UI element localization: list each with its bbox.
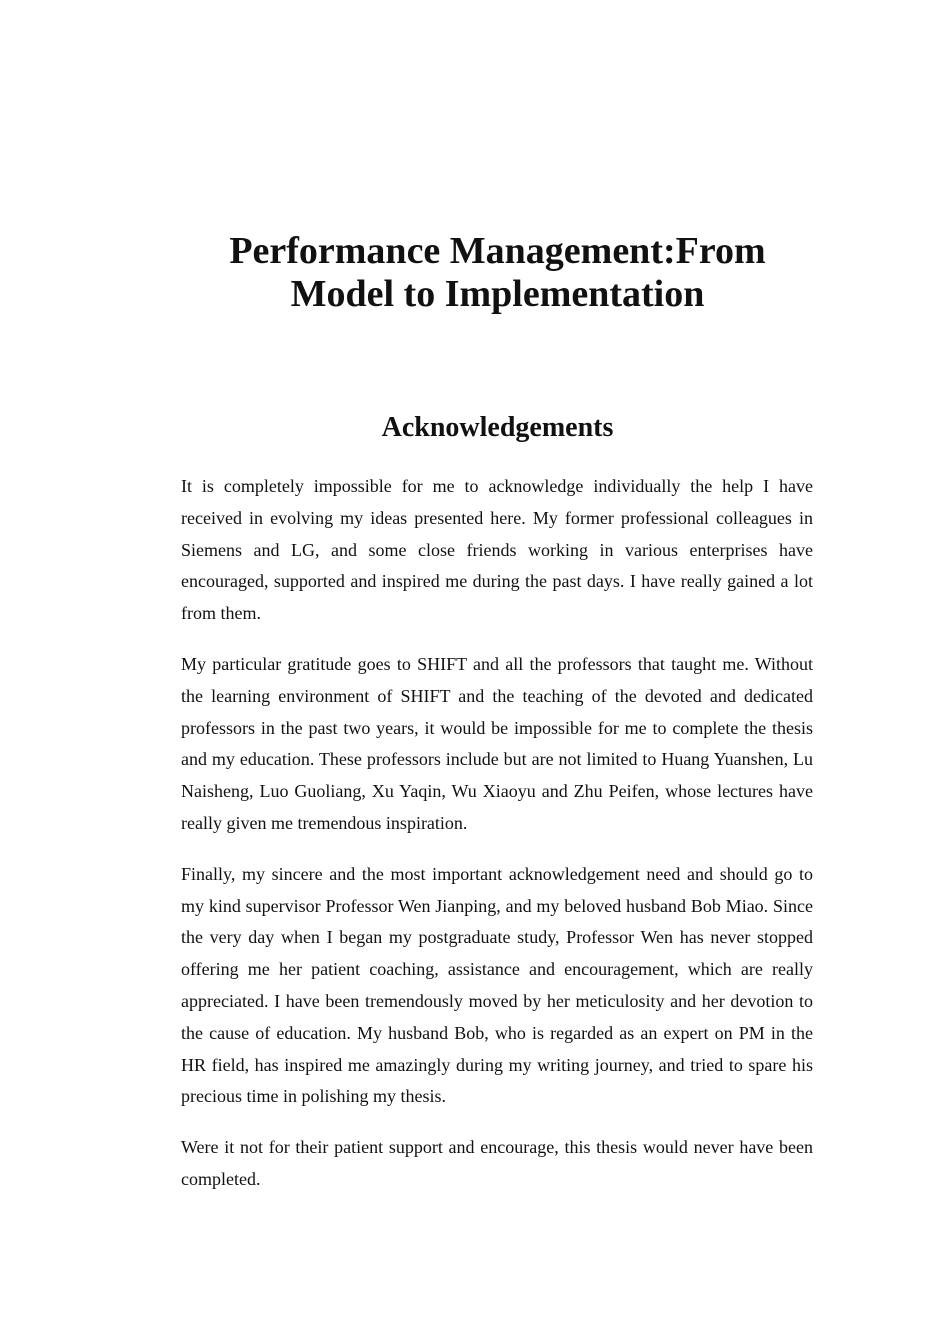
document-title	[150, 230, 845, 316]
paragraph-3: Finally, my sincere and the most important acknowledgement need and should go to my kind supervisor Professor Wen Jianping, and my beloved husband Bob Miao. Since the very day when I began my postgraduate study, Professor Wen has never stopped offering me her patient coaching, assistance and encouragement, which are really appreciated. I have been tremendously moved by her meticulosity and her devotion to the cause of education. My husband Bob, who is regarded as an expert on PM in the HR field, has inspired me amazingly during my writing journey, and tried to spare his precious time in polishing my thesis.	[181, 863, 813, 1107]
acknowledgements-body	[181, 471, 813, 1215]
title-line-1: Performance Management:From	[229, 230, 766, 272]
section-heading: Acknowledgements	[381, 412, 614, 443]
paragraph-1: It is completely impossible for me to acknowledge individually the help I have received in evolving my ideas presented here. My former professional colleagues in Siemens and LG, and some close friends working in various enterprises have encouraged, supported and inspired me during the past days. I have really gained a lot from them.	[181, 476, 813, 624]
paragraph-2: My particular gratitude goes to SHIFT and all the professors that taught me. Without the learning environment of SHIFT and the teaching of the devoted and dedicated professors in the past two years, it would be impossible for me to complete the thesis and my education. These professors include but are not limited to Huang Yuanshen, Lu Naisheng, Luo Guoliang, Xu Yaqin, Wu Xiaoyu and Zhu Peifen, whose lectures have really given me tremendous inspiration.	[181, 653, 813, 833]
title-line-2: Model to Implementation	[290, 273, 705, 315]
paragraph-4: Were it not for their patient support and encourage, this thesis would never have been completed.	[181, 1137, 813, 1189]
